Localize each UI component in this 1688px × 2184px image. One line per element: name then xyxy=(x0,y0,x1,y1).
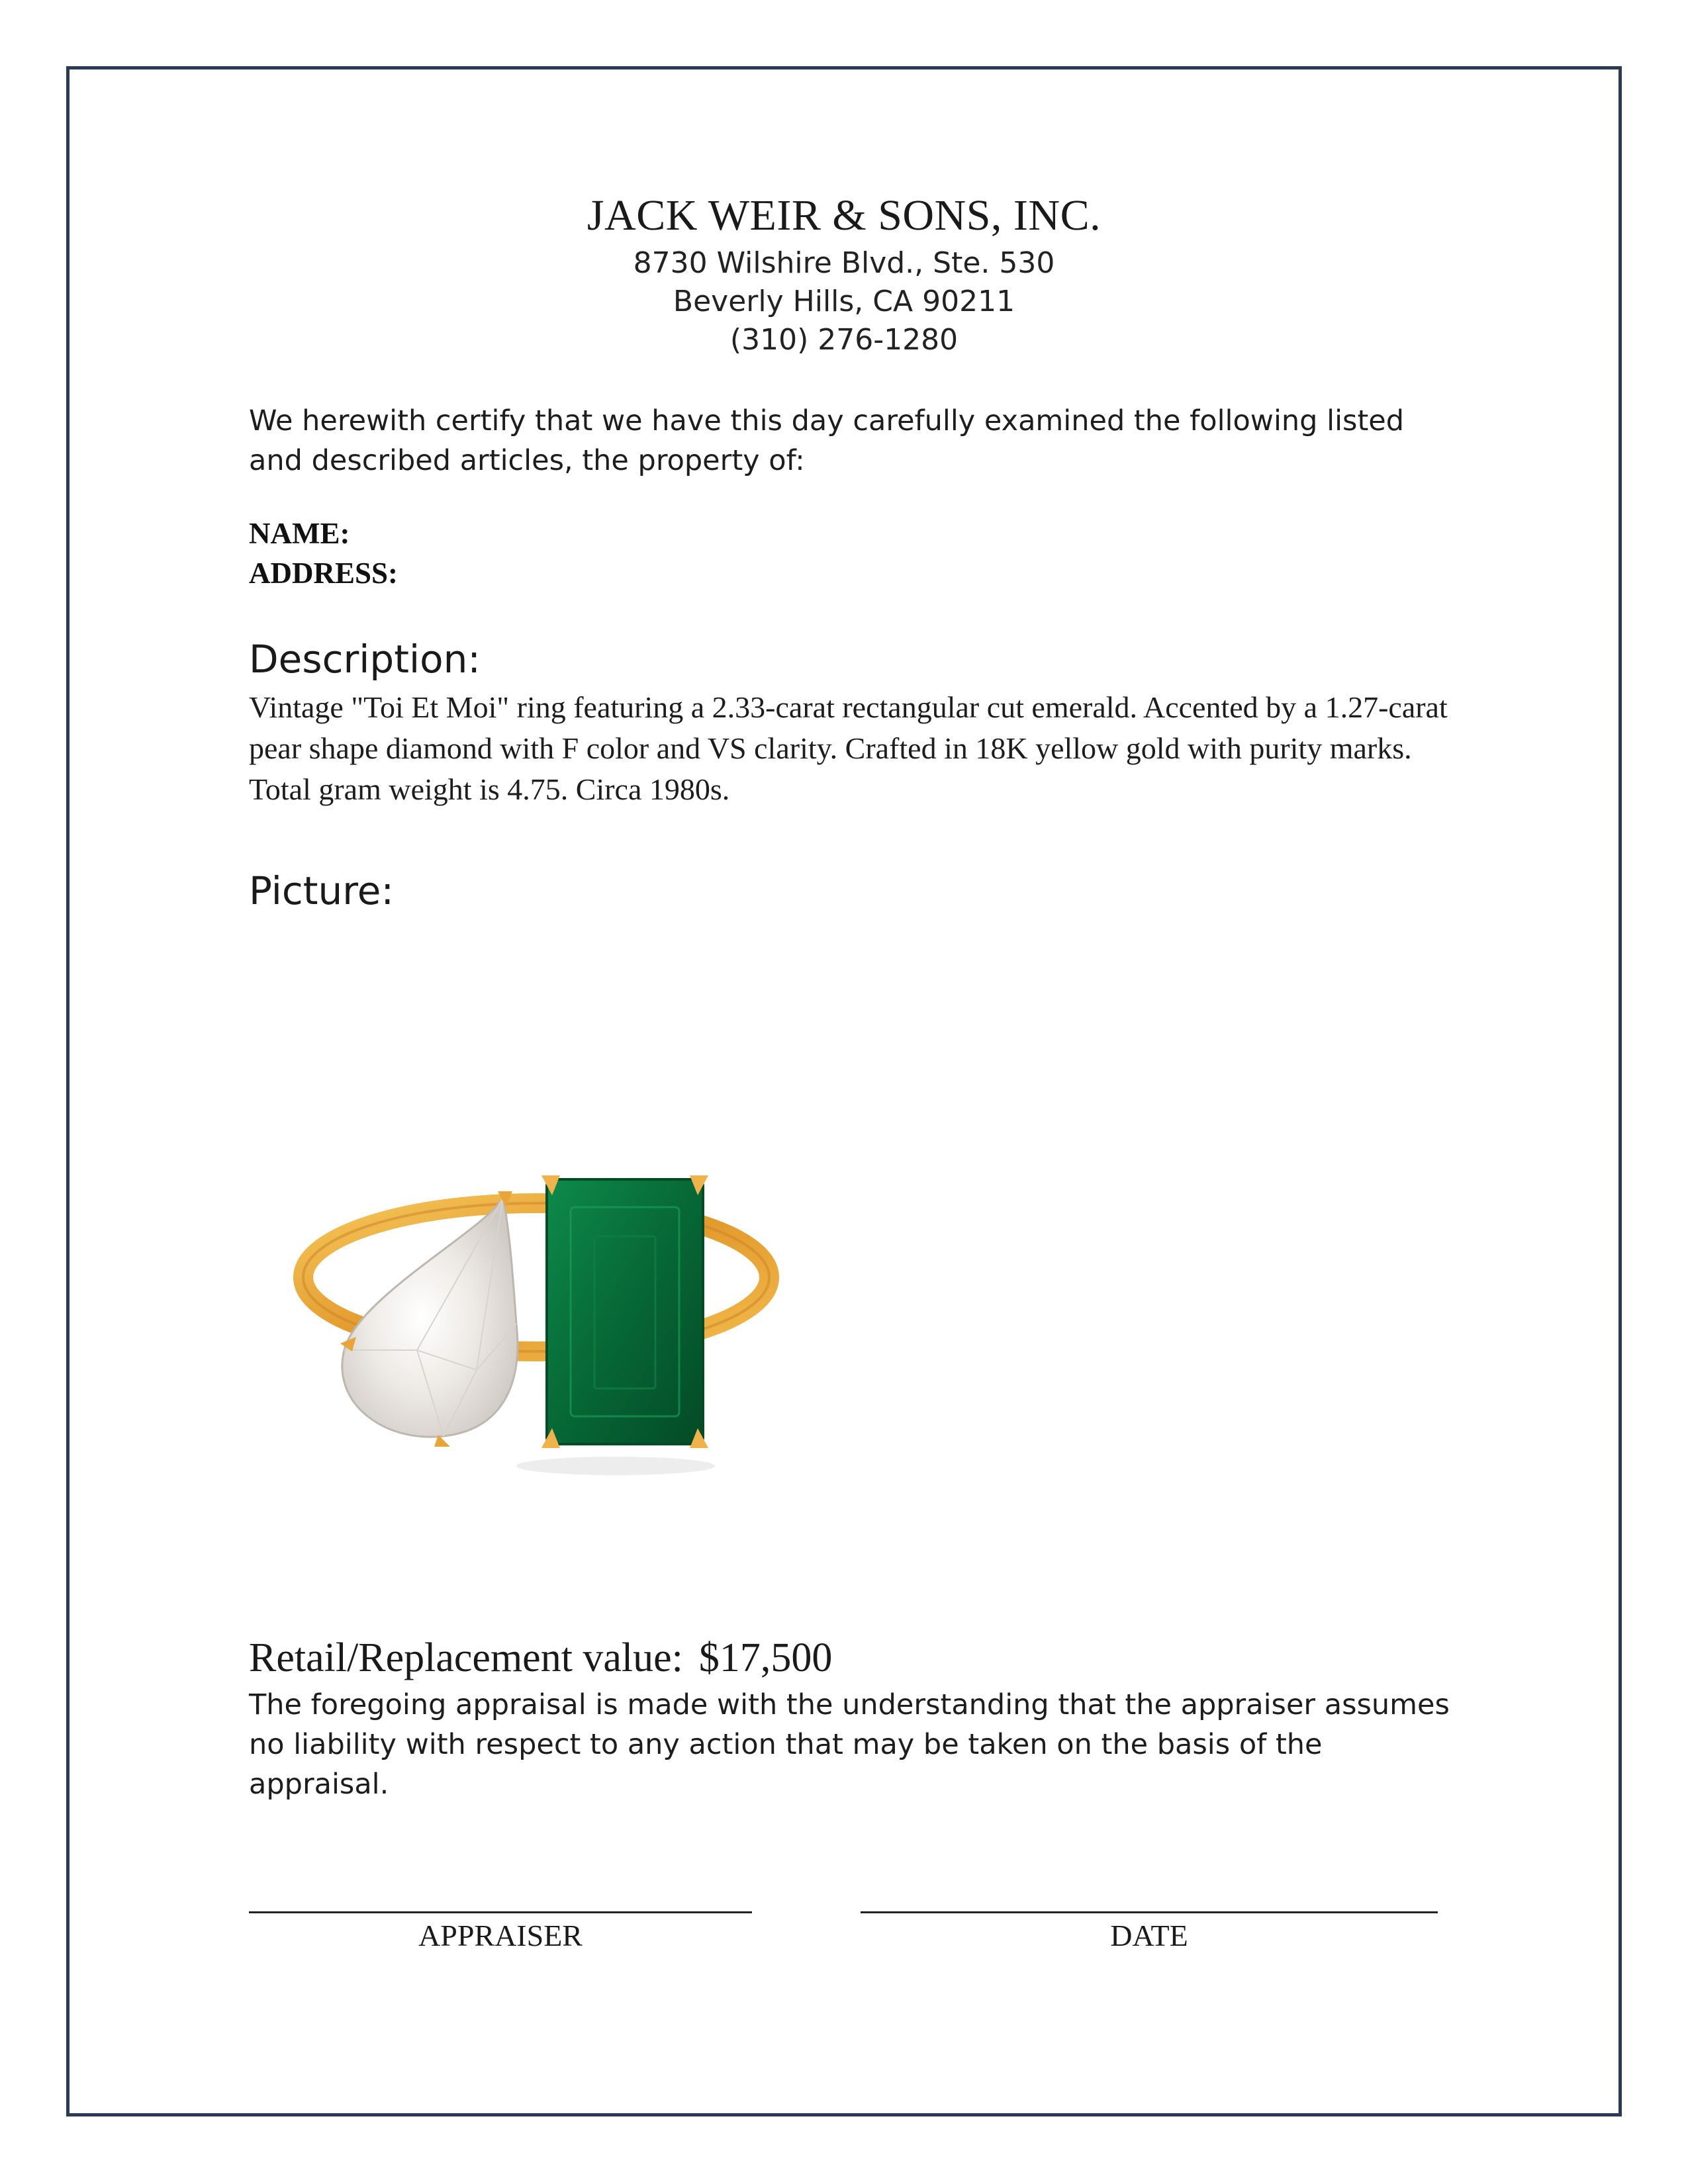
company-address-line2: Beverly Hills, CA 90211 xyxy=(673,285,1015,318)
appraiser-label: APPRAISER xyxy=(418,1919,583,1952)
appraiser-signature-line xyxy=(249,1911,752,1913)
valuation-row xyxy=(249,1635,1454,1682)
company-phone: (310) 276-1280 xyxy=(729,323,959,357)
picture-heading: Picture: xyxy=(249,868,395,913)
valuation-amount: $17,500 xyxy=(698,1635,833,1680)
certification-text: We herewith certify that we have this day carefully examined the following listed and described articles, the property of: xyxy=(249,404,1405,477)
page-border xyxy=(66,66,1622,2116)
company-address-line1: 8730 Wilshire Blvd., Ste. 530 xyxy=(633,246,1055,280)
owner-name-label: NAME: xyxy=(249,517,350,550)
ring-photo xyxy=(285,1152,801,1496)
valuation-label: Retail/Replacement value: xyxy=(249,1635,683,1680)
appraisal-disclaimer: The foregoing appraisal is made with the understanding that the appraiser assumes no liability with respect to any action that may be taken on the basis of the appraisal. xyxy=(249,1688,1450,1801)
date-label: DATE xyxy=(1110,1919,1188,1952)
description-heading: Description: xyxy=(249,637,481,682)
date-signature-line xyxy=(861,1911,1438,1913)
company-name: JACK WEIR & SONS, INC. xyxy=(586,191,1102,240)
owner-address-label: ADDRESS: xyxy=(249,557,399,590)
description-text: Vintage "Toi Et Moi" ring featuring a 2.33-carat rectangular cut emerald. Accented by a 1.27-carat pear shape diamond with F color and VS clarity. Crafted in 18K yellow gold with purity marks. Total gram weight is 4.75. Circa 1980s. xyxy=(249,690,1448,806)
